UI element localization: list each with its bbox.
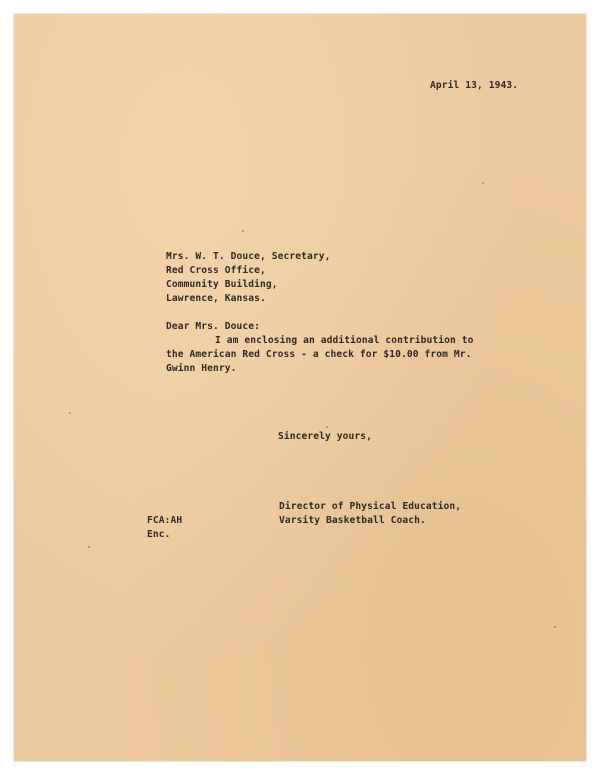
address-line: Mrs. W. T. Douce, Secretary, (166, 251, 331, 262)
paper-speck (482, 182, 484, 184)
address-line: Lawrence, Kansas. (166, 293, 266, 304)
body-line: the American Red Cross - a check for $10.00 from Mr. (166, 349, 472, 360)
address-line: Community Building, (166, 279, 278, 290)
title-line: Varsity Basketball Coach. (279, 515, 426, 526)
closing: Sincerely yours, (278, 431, 373, 442)
paper-speck (69, 412, 71, 414)
paper-speck (242, 230, 244, 232)
paper-speck (326, 426, 328, 428)
title-line: Director of Physical Education, (279, 501, 462, 512)
body-line: I am enclosing an additional contribution to (215, 335, 474, 346)
reference-line: Enc. (147, 529, 171, 540)
body-line: Gwinn Henry. (166, 363, 237, 374)
reference-line: FCA:AH (147, 515, 183, 526)
paper-speck (88, 546, 90, 548)
address-line: Red Cross Office, (166, 265, 266, 276)
letter-page (14, 14, 586, 761)
letter-date: April 13, 1943. (430, 80, 519, 91)
salutation: Dear Mrs. Douce: (166, 321, 261, 332)
paper-speck (554, 626, 556, 628)
